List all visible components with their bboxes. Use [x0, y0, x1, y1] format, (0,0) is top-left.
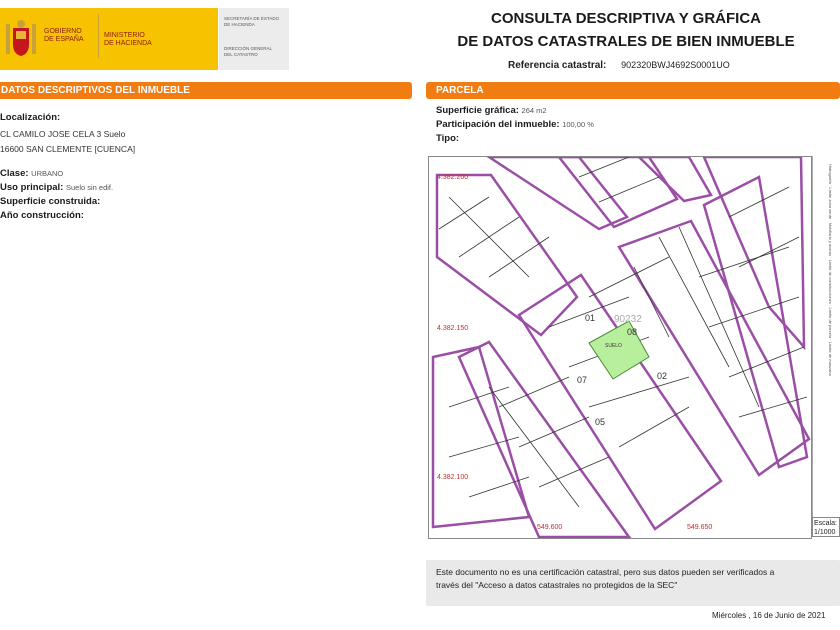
- direccion-line-1: DIRECCIÓN GENERAL: [224, 46, 273, 51]
- uso-principal-row: [0, 182, 113, 193]
- coord-x-label: 549.650: [687, 524, 713, 531]
- verification-notice: [426, 560, 840, 606]
- legend-item: Límite de manzana: [828, 341, 833, 376]
- address-line-1: CL CAMILO JOSE CELA 3 Suelo: [0, 129, 126, 139]
- tipo-label: Tipo:: [436, 133, 460, 144]
- parcel-number: 05: [595, 417, 606, 427]
- participacion-label: Participación del inmueble:: [436, 119, 560, 130]
- datos-descriptivos-bar: DATOS DESCRIPTIVOS DEL INMUEBLE: [0, 82, 412, 99]
- scale-label: Escala:: [814, 520, 837, 527]
- clase-row: [0, 168, 63, 179]
- secretaria-text: [224, 16, 279, 27]
- anio-construccion-label: Año construcción:: [0, 210, 84, 221]
- cadastral-map-drawing: [429, 157, 811, 538]
- secretaria-line-1: SECRETARÍA DE ESTADO: [224, 16, 280, 21]
- direccion-line-2: DEL CATASTRO: [224, 51, 258, 57]
- sup-grafica-label: Superficie gráfica:: [436, 105, 519, 116]
- referencia-catastral-row: [508, 60, 730, 71]
- parcel-number: 08: [627, 327, 638, 337]
- ministry-line-1: MINISTERIO: [104, 32, 145, 39]
- highlight-label: SUELO: [605, 343, 622, 349]
- parcel-number: 01: [585, 313, 596, 323]
- highlighted-parcel: [589, 321, 649, 379]
- document-date: Miércoles , 16 de Junio de 2021: [712, 611, 826, 620]
- gov-line-1: GOBIERNO: [44, 28, 82, 35]
- legend-item: Hidrografía: [828, 164, 833, 184]
- cadastral-map[interactable]: [428, 156, 812, 539]
- legend-item: Límite zona verde: [828, 187, 833, 220]
- ministry-line-2: DE HACIENDA: [104, 40, 152, 47]
- document-title-line-2: DE DATOS CATASTRALES DE BIEN INMUEBLE: [457, 33, 795, 50]
- map-legend: [812, 156, 840, 517]
- document-title-line-1: CONSULTA DESCRIPTIVA Y GRÁFICA: [490, 10, 761, 27]
- participacion-value: 100,00 %: [562, 120, 594, 129]
- coord-y-label: 4.382.150: [437, 325, 469, 332]
- coord-x-label: 549.600: [537, 524, 563, 531]
- coord-y-label: 4.382.200: [437, 174, 469, 181]
- address-line-2: 16600 SAN CLEMENTE [CUENCA]: [0, 144, 136, 154]
- uso-value: Suelo sin edif.: [65, 183, 114, 192]
- clase-label: Clase:: [0, 168, 29, 179]
- legend-items: Hidrografía · Límite zona verde · Mobiliario y aceras · Límite de construcciones · Límite de parcela · Límite de manzana: [828, 164, 833, 376]
- parcel-number: 02: [657, 371, 668, 381]
- parcel-number: 07: [577, 375, 588, 385]
- legend-item: Mobiliario y aceras: [828, 222, 833, 257]
- coat-of-arms-icon: [4, 18, 38, 60]
- uso-label: Uso principal:: [0, 182, 64, 193]
- coord-y-label: 4.382.100: [437, 474, 469, 481]
- sup-grafica-value: 264 m2: [521, 106, 547, 115]
- superficie-construida-label: Superficie construida:: [0, 196, 101, 207]
- block-id-label: 90232: [614, 314, 642, 325]
- direccion-general-text: [224, 46, 272, 57]
- localizacion-label: Localización:: [0, 112, 61, 123]
- participacion-row: [436, 119, 594, 130]
- ministerio-text: [104, 32, 152, 48]
- legend-item: Límite de construcciones: [828, 259, 833, 304]
- notice-line-2: través del "Acceso a datos catastrales no protegidos de la SEC": [436, 580, 678, 590]
- legend-item: Límite de parcela: [828, 307, 833, 339]
- ref-value: 902320BWJ4692S0001UO: [621, 60, 730, 70]
- secretaria-line-2: DE HACIENDA: [224, 21, 255, 27]
- clase-value: URBANO: [31, 169, 64, 178]
- ref-label: Referencia catastral:: [508, 60, 607, 71]
- parcela-bar: PARCELA: [426, 82, 840, 99]
- gov-line-2: DE ESPAÑA: [44, 36, 84, 43]
- scale-value: 1/1000: [814, 529, 836, 536]
- gobierno-text: [44, 28, 84, 44]
- logo-divider: [98, 14, 99, 58]
- superficie-grafica-row: [436, 105, 547, 116]
- scale-box: [812, 517, 840, 537]
- notice-line-1: Este documento no es una certificación catastral, pero sus datos pueden ser verificados a: [436, 567, 775, 577]
